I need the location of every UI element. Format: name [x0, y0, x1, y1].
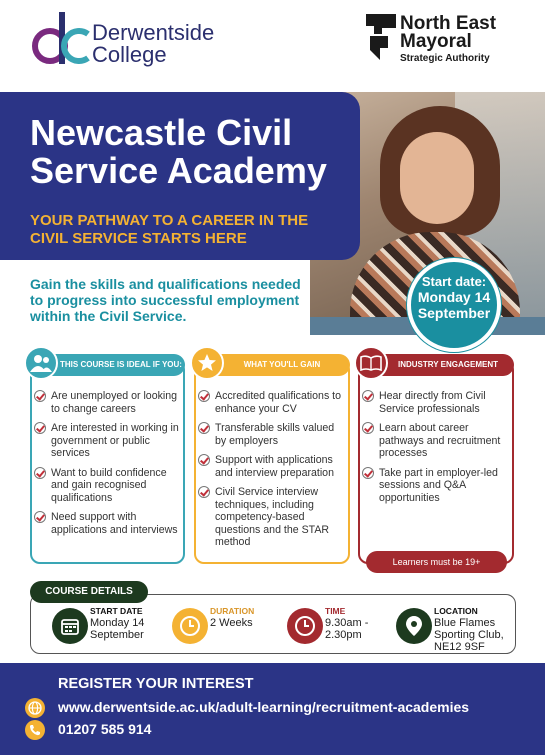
- detail-start-date: [52, 604, 162, 650]
- time-value: 9.30am - 2.30pm: [325, 617, 369, 641]
- start-date-value: Monday 14 September: [90, 617, 145, 641]
- check-icon: [198, 422, 210, 434]
- duration-value: 2 Weeks: [210, 617, 253, 629]
- list-item-text: Are unemployed or looking to change careers: [51, 390, 178, 415]
- location-value: Blue Flames Sporting Club, NE12 9SF: [434, 617, 504, 653]
- location-label: LOCATION: [434, 606, 478, 616]
- list-item: [34, 467, 179, 505]
- ideal-if-column: [30, 360, 185, 564]
- list-item: [198, 422, 344, 447]
- calendar-icon: [52, 608, 88, 644]
- industry-engagement-heading: INDUSTRY ENGAGEMENT: [358, 354, 514, 376]
- start-date-badge: [407, 258, 501, 352]
- phone-number[interactable]: 01207 585 914: [58, 721, 152, 737]
- list-item: [34, 422, 179, 460]
- check-icon: [34, 511, 46, 523]
- authority-name-line1: North East: [400, 13, 497, 34]
- website-link[interactable]: www.derwentside.ac.uk/adult-learning/recruitment-academies: [58, 699, 470, 715]
- industry-engagement-column: [358, 360, 514, 564]
- derwentside-college-logo: [30, 8, 230, 68]
- check-icon: [34, 422, 46, 434]
- check-icon: [362, 467, 374, 479]
- list-item-text: Transferable skills valued by employers: [215, 422, 335, 447]
- authority-name-line3: Strategic Authority: [400, 53, 490, 64]
- start-badge-date: Monday 14 September: [417, 289, 491, 321]
- clock-icon: [287, 608, 323, 644]
- check-icon: [198, 390, 210, 402]
- star-icon: [190, 346, 224, 380]
- people-icon: [24, 346, 58, 380]
- clock-icon: [172, 608, 208, 644]
- what-you-gain-column: [194, 360, 350, 564]
- college-name: [92, 22, 214, 66]
- list-item-text: Take part in employer-led sessions and Q&A opportunities: [379, 466, 498, 504]
- list-item-text: Learn about career pathways and recruitment processes: [379, 422, 501, 459]
- duration-label: DURATION: [210, 606, 255, 616]
- check-icon: [198, 486, 210, 498]
- authority-logo-mark: [366, 14, 396, 60]
- list-item: [198, 486, 344, 549]
- mayoral-authority-logo: [366, 12, 536, 68]
- list-item: [34, 390, 179, 415]
- what-you-gain-heading: WHAT YOU'LL GAIN: [194, 354, 350, 376]
- intro-text: Gain the skills and qualifications needed to progress into successful employment within the Civil Service.: [30, 276, 301, 324]
- college-name-line2: College: [92, 42, 167, 67]
- list-item-text: Civil Service interview techniques, including competency-based questions and the STAR method: [215, 486, 330, 548]
- college-name-line1: Derwentside: [92, 20, 215, 45]
- register-heading: REGISTER YOUR INTEREST: [58, 676, 254, 692]
- authority-name-line2: Mayoral: [400, 31, 472, 52]
- list-item: [362, 467, 508, 505]
- time-label: TIME: [325, 606, 346, 616]
- list-item: [362, 390, 508, 415]
- phone-icon: [25, 720, 45, 740]
- globe-icon: [25, 698, 45, 718]
- photo-face: [400, 132, 474, 224]
- list-item: [362, 422, 508, 460]
- check-icon: [34, 467, 46, 479]
- course-details-heading: COURSE DETAILS: [30, 581, 148, 603]
- start-date-label: START DATE: [90, 606, 143, 616]
- list-item-text: Support with applications and interview preparation: [215, 454, 334, 479]
- hero-subtitle: YOUR PATHWAY TO A CAREER IN THE CIVIL SERVICE STARTS HERE: [30, 212, 309, 247]
- list-item-text: Hear directly from Civil Service professionals: [379, 390, 486, 415]
- ideal-if-heading: THIS COURSE IS IDEAL IF YOU:: [30, 354, 185, 376]
- start-badge-label: Start date:: [421, 274, 487, 289]
- list-item-text: Are interested in working in government or public services: [51, 422, 179, 459]
- detail-duration: [172, 604, 272, 650]
- dc-logo-mark: [32, 8, 92, 68]
- list-item: [198, 390, 344, 415]
- page-title: Newcastle Civil Service Academy: [30, 112, 327, 191]
- list-item: [34, 511, 179, 536]
- list-item-text: Want to build confidence and gain recognised qualifications: [51, 466, 167, 504]
- list-item: [198, 454, 344, 479]
- age-requirement-badge: Learners must be 19+: [366, 551, 507, 573]
- list-item-text: Need support with applications and interviews: [51, 511, 178, 536]
- detail-time: [287, 604, 387, 650]
- book-icon: [354, 346, 388, 380]
- list-item-text: Accredited qualifications to enhance your CV: [215, 390, 342, 415]
- check-icon: [362, 422, 374, 434]
- check-icon: [34, 390, 46, 402]
- map-pin-icon: [396, 608, 432, 644]
- check-icon: [198, 454, 210, 466]
- check-icon: [362, 390, 374, 402]
- detail-location: [396, 604, 514, 653]
